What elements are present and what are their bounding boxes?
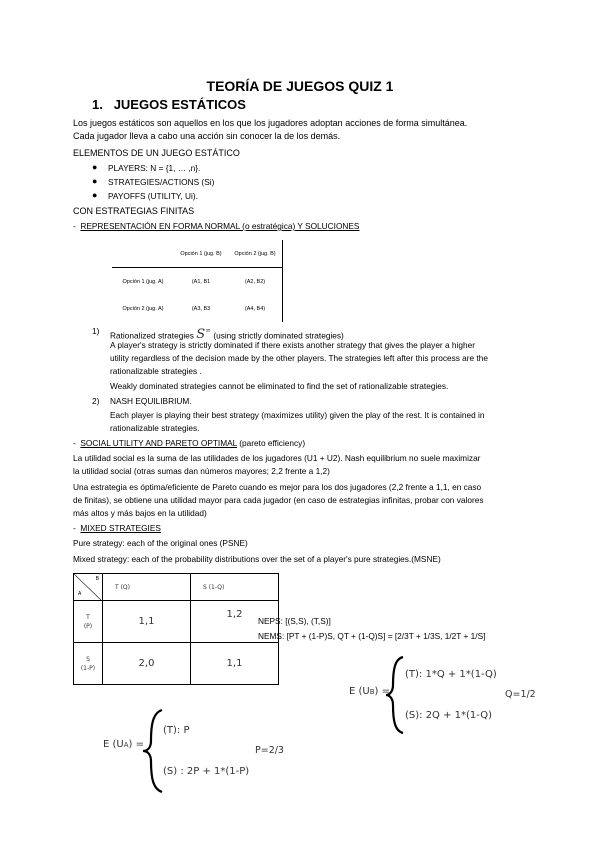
- matrix-corner: [74, 574, 103, 601]
- social-line: Una estrategia es óptima/eficiente de Pareto cuando es mejor para los dos jugadores (2,2 frente a 1,1, en caso: [73, 482, 482, 492]
- solution-line: rationalizable strategies.: [110, 423, 200, 433]
- neps-line: NEPS: [(S,S), (T,S)]: [258, 616, 331, 626]
- expected-utility-a-t: (T): P: [163, 725, 190, 736]
- element-item: STRATEGIES/ACTIONS (Si): [108, 177, 215, 187]
- brace-icon: [383, 655, 405, 735]
- matrix-row-header: T (P): [74, 601, 103, 643]
- social-heading: - SOCIAL UTILITY AND PARETO OPTIMAL (pareto efficiency): [73, 438, 306, 448]
- mixed-heading: - MIXED STRATEGIES: [73, 523, 161, 533]
- payoff-matrix: [73, 573, 279, 685]
- table-cell: (A3, B3: [191, 305, 211, 312]
- expected-utility-b-label: E (UB) =: [349, 686, 390, 697]
- matrix-cell: 1,1: [103, 601, 191, 643]
- solution-line: utility regardless of the decision made by the other players. The strategies left after this process are the: [110, 353, 489, 363]
- q-result: Q=1/2: [505, 689, 536, 700]
- social-line: la utilidad social (otras sumas dan números mayores; 2,2 frente a 1,2): [73, 466, 330, 476]
- solution-line: Each player is playing their best strategy (maximizes utility) given the play of the rest. It is contained in: [110, 410, 485, 420]
- matrix-cell: 1,1: [191, 643, 279, 685]
- solution-line: rationalizable strategies .: [110, 366, 202, 376]
- mixed-line: Pure strategy: each of the original ones (PSNE): [73, 538, 248, 548]
- s-infinity-symbol: S∞: [196, 327, 211, 343]
- matrix-cell: 1,2: [191, 601, 279, 643]
- expected-utility-a-label: E (UA) =: [103, 739, 144, 750]
- social-line: La utilidad social es la suma de las utilidades de los jugadores (U1 + U2). Nash equilibrium no suele maximizar: [73, 453, 481, 463]
- social-title: SOCIAL UTILITY AND PARETO OPTIMAL: [80, 438, 237, 448]
- mixed-line: Mixed strategy: each of the probability distributions over the set of a player's pure strategies.(MSNE): [73, 554, 441, 564]
- bullet-dot: ●: [92, 176, 98, 186]
- social-title-suffix: (pareto efficiency): [239, 438, 306, 448]
- element-item: PLAYERS: N = {1, … ,n}.: [108, 163, 201, 173]
- nems-line: NEMS: [PT + (1-P)S, QT + (1-Q)S] = [2/3T + 1/3S, 1/2T + 1/S]: [258, 631, 486, 641]
- normal-form-heading: - REPRESENTACIÓN EN FORMA NORMAL (o estratégica) Y SOLUCIONES: [73, 221, 360, 231]
- finite-heading: CON ESTRATEGIAS FINITAS: [73, 206, 195, 216]
- solution-number: 1): [92, 326, 100, 336]
- bullet-dot: ●: [92, 190, 98, 200]
- social-line: de finitas), se obtiene una utilidad mayor para cada jugador (en caso de estrategias infinitas, probar con valores: [73, 495, 484, 505]
- elements-heading: ELEMENTOS DE UN JUEGO ESTÁTICO: [73, 148, 240, 158]
- table-cell: (A2, B2): [228, 268, 283, 296]
- row-header: Opción 2 (jug. A): [122, 305, 164, 312]
- column-header: Opción 1 (jug. B): [174, 240, 228, 268]
- corner-top-label: B: [95, 576, 99, 582]
- row-header: Opción 1 (jug. A): [122, 278, 164, 285]
- solution-number: 2): [92, 396, 100, 406]
- expected-utility-a-s: (S) : 2P + 1*(1-P): [163, 766, 250, 777]
- solution-title-text: Rationalized strategies: [110, 330, 194, 341]
- brace-icon: [140, 708, 164, 794]
- table-corner: [112, 240, 174, 268]
- table-cell: (A4, B4): [228, 295, 283, 322]
- table-cell: (A1, B1: [191, 278, 211, 285]
- bullet-dot: ●: [92, 162, 98, 172]
- element-item: PAYOFFS (UTILITY, Ui).: [108, 191, 198, 201]
- solution-line: Weakly dominated strategies cannot be eliminated to find the set of rationalizable strategies.: [110, 381, 449, 391]
- normal-form-title: REPRESENTACIÓN EN FORMA NORMAL (o estratégica) Y SOLUCIONES: [80, 221, 360, 231]
- mixed-title: MIXED STRATEGIES: [80, 523, 161, 533]
- solution-title: NASH EQUILIBRIUM.: [110, 396, 192, 406]
- normal-form-table: [112, 240, 283, 322]
- expected-utility-b-t: (T): 1*Q + 1*(1-Q): [405, 669, 497, 680]
- matrix-col-header: T (Q): [103, 574, 191, 601]
- matrix-row-header: S (1-P): [74, 643, 103, 685]
- page-title: TEORÍA DE JUEGOS QUIZ 1: [206, 78, 394, 94]
- p-result: P=2/3: [255, 745, 284, 756]
- corner-bottom-label: A: [78, 591, 82, 597]
- matrix-col-header: S (1-Q): [191, 574, 279, 601]
- section-heading: [92, 97, 246, 112]
- expected-utility-b-s: (S): 2Q + 1*(1-Q): [405, 710, 493, 721]
- matrix-cell: 2,0: [103, 643, 191, 685]
- column-header: Opción 2 (jug. B): [228, 240, 283, 268]
- solution-title-suffix: (using strictly dominated strategies): [213, 330, 344, 341]
- social-line: más altos y más bajos en la utilidad): [73, 508, 207, 518]
- intro-line-2: Cada jugador lleva a cabo una acción sin conocer la de los demás.: [73, 131, 341, 141]
- section-title: JUEGOS ESTÁTICOS: [113, 97, 246, 112]
- solution-line: A player's strategy is strictly dominated if there exists another strategy that gives the player a higher: [110, 340, 475, 350]
- section-number: 1.: [92, 97, 103, 112]
- intro-line-1: Los juegos estáticos son aquellos en los que los jugadores adoptan acciones de forma simultánea.: [73, 118, 468, 128]
